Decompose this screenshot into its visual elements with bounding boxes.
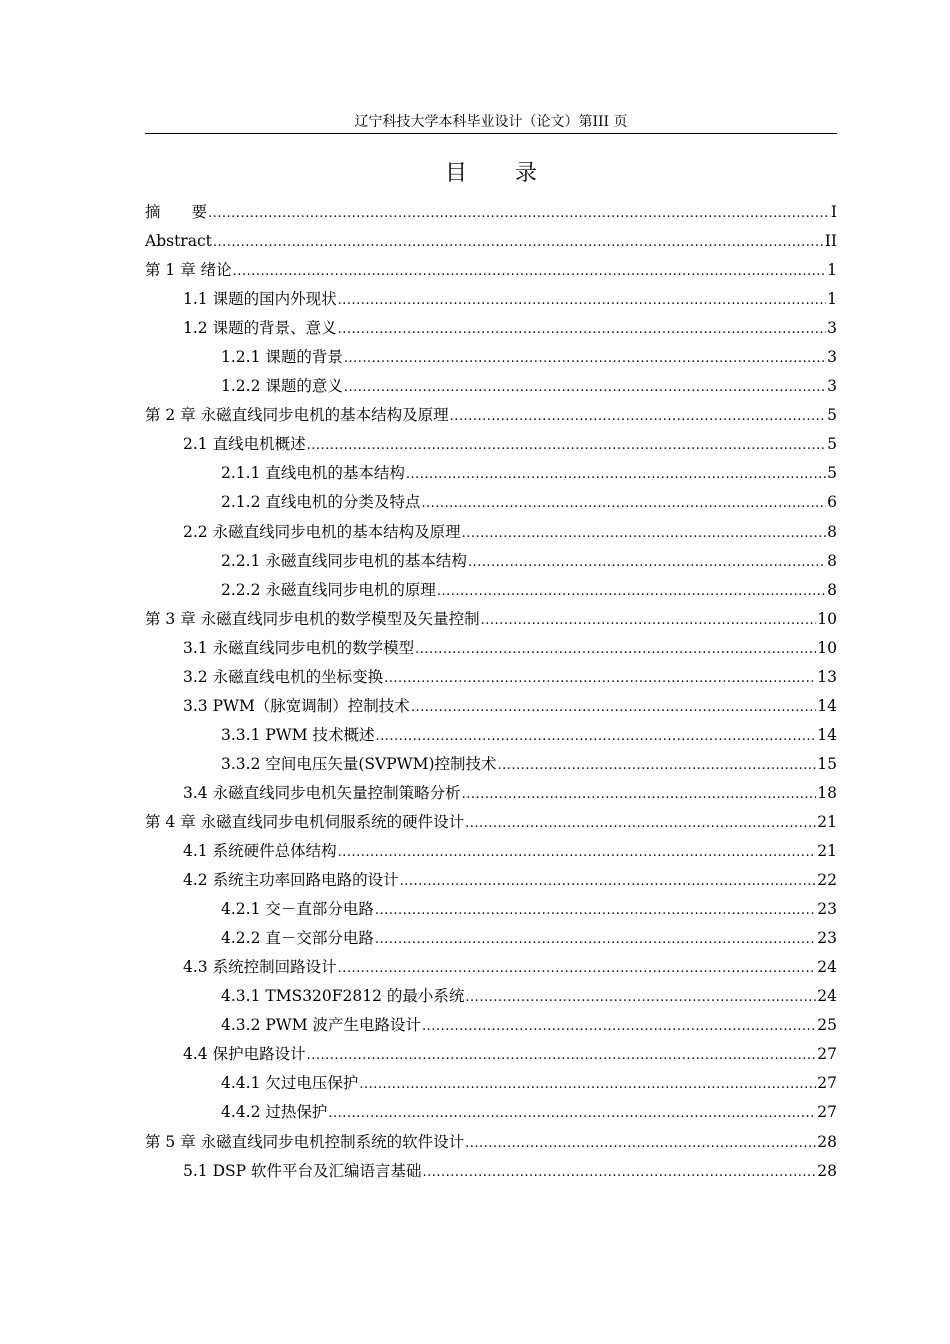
toc-entry[interactable]: [145, 343, 837, 372]
toc-leader-dots: [422, 1012, 816, 1040]
toc-leader-dots: [384, 664, 816, 692]
toc-leader-dots: [462, 780, 817, 808]
toc-leader-dots: [468, 548, 826, 576]
toc-entry-label: 1.1 课题的国内外现状: [183, 290, 337, 309]
toc-title-char-1: 目: [444, 161, 467, 186]
toc-entry-page: 24: [817, 958, 837, 977]
toc-entry-page: 10: [817, 638, 837, 657]
toc-entry[interactable]: [145, 895, 837, 924]
toc-leader-dots: [213, 228, 824, 256]
toc-entry-label: 5.1 DSP 软件平台及汇编语言基础: [183, 1161, 422, 1180]
toc-leader-dots: [481, 606, 817, 634]
toc-entry-label: 4.4.1 欠过电压保护: [221, 1074, 359, 1093]
toc-entry-page: 21: [817, 842, 837, 861]
toc-entry-label: 4.3.1 TMS320F2812 的最小系统: [221, 987, 465, 1006]
toc-entry[interactable]: [145, 924, 837, 953]
toc-entry-label: 2.2.2 永磁直线同步电机的原理: [221, 580, 436, 599]
toc-entry-page: 27: [817, 1103, 837, 1122]
toc-entry[interactable]: [145, 692, 837, 721]
toc-entry-label: Abstract: [145, 232, 212, 251]
toc-entry[interactable]: [145, 721, 837, 750]
toc-entry[interactable]: [145, 314, 837, 343]
toc-entry-label: 4.3.2 PWM 波产生电路设计: [221, 1016, 422, 1035]
toc-entry[interactable]: [145, 1069, 837, 1098]
toc-leader-dots: [422, 1158, 816, 1186]
toc-entry-page: 21: [817, 812, 837, 831]
toc-leader-dots: [328, 1099, 816, 1127]
toc-entry-page: 14: [817, 696, 837, 715]
toc-entry[interactable]: [145, 547, 837, 576]
toc-entry-label: 摘 要: [145, 203, 208, 221]
toc-entry-page: 5: [827, 406, 837, 425]
toc-entry-page: 13: [817, 667, 837, 686]
toc-entry-page: 27: [817, 1074, 837, 1093]
toc-entry[interactable]: [145, 227, 837, 256]
toc-entry-page: 5: [827, 464, 837, 483]
toc-entry-label: 3.3.1 PWM 技术概述: [221, 725, 375, 744]
toc-entry-label: 4.2.1 交－直部分电路: [221, 900, 374, 919]
toc-entry-page: 10: [817, 609, 837, 628]
toc-entry-page: 28: [817, 1161, 837, 1180]
toc-entry-page: 24: [817, 987, 837, 1006]
toc-leader-dots: [498, 751, 817, 779]
toc-entry[interactable]: [145, 198, 837, 227]
toc-leader-dots: [375, 896, 816, 924]
toc-entry-page: 3: [827, 377, 837, 396]
toc-entry-label: 1.2.1 课题的背景: [221, 348, 343, 367]
toc-entry[interactable]: [145, 256, 837, 285]
toc-entry-page: 6: [827, 493, 837, 512]
toc-leader-dots: [465, 983, 816, 1011]
toc-leader-dots: [344, 373, 826, 401]
toc-entry-page: 18: [817, 783, 837, 802]
toc-entry[interactable]: [145, 779, 837, 808]
toc-entry-label: 3.3.2 空间电压矢量(SVPWM)控制技术: [221, 754, 497, 773]
toc-entry-label: 第 3 章 永磁直线同步电机的数学模型及矢量控制: [145, 609, 480, 628]
toc-entry[interactable]: [145, 576, 837, 605]
toc-entry-page: 1: [827, 261, 837, 280]
toc-entry-page: 14: [817, 725, 837, 744]
toc-leader-dots: [450, 402, 826, 430]
toc-leader-dots: [465, 809, 816, 837]
toc-title: [145, 158, 837, 190]
toc-entry[interactable]: [145, 430, 837, 459]
toc-leader-dots: [344, 344, 826, 372]
toc-entry-page: 3: [827, 319, 837, 338]
toc-entry-page: 3: [827, 348, 837, 367]
toc-entry-label: 3.4 永磁直线同步电机矢量控制策略分析: [183, 783, 461, 802]
toc-entry-page: 5: [827, 435, 837, 454]
toc-entry[interactable]: [145, 1157, 837, 1186]
toc-entry-label: 2.2 永磁直线同步电机的基本结构及原理: [183, 522, 461, 541]
toc-entry[interactable]: [145, 750, 837, 779]
toc-entry-label: 4.4.2 过热保护: [221, 1103, 328, 1122]
page-header: 辽宁科技大学本科毕业设计（论文）第III 页: [354, 114, 628, 130]
toc-entry-label: 2.1.2 直线电机的分类及特点: [221, 493, 421, 512]
toc-entry-page: II: [824, 232, 837, 251]
toc-entry[interactable]: [145, 634, 837, 663]
toc-entry-label: 2.2.1 永磁直线同步电机的基本结构: [221, 551, 467, 570]
toc-entry-label: 1.2.2 课题的意义: [221, 377, 343, 396]
toc-entry-label: 4.2 系统主功率回路电路的设计: [183, 871, 399, 890]
toc-entry[interactable]: [145, 1040, 837, 1069]
toc-leader-dots: [359, 1070, 816, 1098]
toc-entry-page: 28: [817, 1132, 837, 1151]
header-rule: [145, 133, 837, 134]
toc-leader-dots: [338, 838, 817, 866]
toc-entry-page: 1: [827, 290, 837, 309]
toc-leader-dots: [338, 286, 827, 314]
toc-entry[interactable]: [145, 1098, 837, 1127]
toc-entry-label: 3.3 PWM（脉宽调制）控制技术: [183, 696, 410, 715]
toc-leader-dots: [411, 693, 816, 721]
toc-leader-dots: [338, 954, 817, 982]
toc-leader-dots: [338, 315, 827, 343]
toc-entry-page: 25: [817, 1016, 837, 1035]
toc-entry-label: 2.1.1 直线电机的基本结构: [221, 464, 405, 483]
toc-leader-dots: [307, 1041, 817, 1069]
toc-leader-dots: [307, 431, 827, 459]
toc-entry-page: 15: [817, 754, 837, 773]
toc-entry-label: 4.3 系统控制回路设计: [183, 958, 337, 977]
toc-entry-label: 3.1 永磁直线同步电机的数学模型: [183, 638, 415, 657]
toc-leader-dots: [437, 577, 826, 605]
toc-entry[interactable]: [145, 1011, 837, 1040]
toc-leader-dots: [465, 1129, 816, 1157]
toc-entry-page: 8: [827, 551, 837, 570]
toc-entry-label: 第 2 章 永磁直线同步电机的基本结构及原理: [145, 406, 449, 425]
toc-leader-dots: [415, 635, 816, 663]
toc-entry[interactable]: [145, 605, 837, 634]
toc-entry-label: 第 4 章 永磁直线同步电机伺服系统的硬件设计: [145, 812, 465, 831]
toc-entry[interactable]: [145, 953, 837, 982]
toc-entry-label: 4.2.2 直－交部分电路: [221, 929, 374, 948]
toc-entry-page: 8: [827, 522, 837, 541]
toc-entry[interactable]: [145, 808, 837, 837]
toc-leader-dots: [462, 519, 827, 547]
toc-entry-page: 23: [817, 929, 837, 948]
toc-entry-page: 8: [827, 580, 837, 599]
toc-entry[interactable]: [145, 837, 837, 866]
toc-leader-dots: [406, 460, 826, 488]
toc-leader-dots: [375, 925, 816, 953]
toc-entry[interactable]: [145, 401, 837, 430]
toc-entry-label: 2.1 直线电机概述: [183, 435, 306, 454]
toc-entry[interactable]: [145, 663, 837, 692]
toc-leader-dots: [400, 867, 817, 895]
toc-entry-label: 第 5 章 永磁直线同步电机控制系统的软件设计: [145, 1132, 465, 1151]
toc-entry-page: 22: [817, 871, 837, 890]
toc-entry[interactable]: [145, 459, 837, 488]
toc-entry[interactable]: [145, 488, 837, 517]
toc-entry[interactable]: [145, 866, 837, 895]
toc-entry-label: 3.2 永磁直线电机的坐标变换: [183, 667, 384, 686]
toc-entry[interactable]: [145, 982, 837, 1011]
toc-entry-page: I: [830, 203, 837, 221]
toc-entry-label: 4.4 保护电路设计: [183, 1045, 306, 1064]
toc-entry-label: 4.1 系统硬件总体结构: [183, 842, 337, 861]
toc-leader-dots: [233, 257, 826, 285]
toc-leader-dots: [421, 489, 826, 517]
toc-entry[interactable]: [145, 285, 837, 314]
toc-leader-dots: [376, 722, 817, 750]
toc-entry[interactable]: [145, 372, 837, 401]
table-of-contents: [145, 198, 837, 1186]
toc-entry[interactable]: [145, 1128, 837, 1157]
toc-entry-label: 第 1 章 绪论: [145, 261, 232, 280]
toc-entry[interactable]: [145, 518, 837, 547]
toc-title-char-2: 录: [515, 161, 538, 186]
toc-entry-page: 27: [817, 1045, 837, 1064]
toc-entry-page: 23: [817, 900, 837, 919]
toc-leader-dots: [208, 199, 830, 227]
toc-entry-label: 1.2 课题的背景、意义: [183, 319, 337, 338]
